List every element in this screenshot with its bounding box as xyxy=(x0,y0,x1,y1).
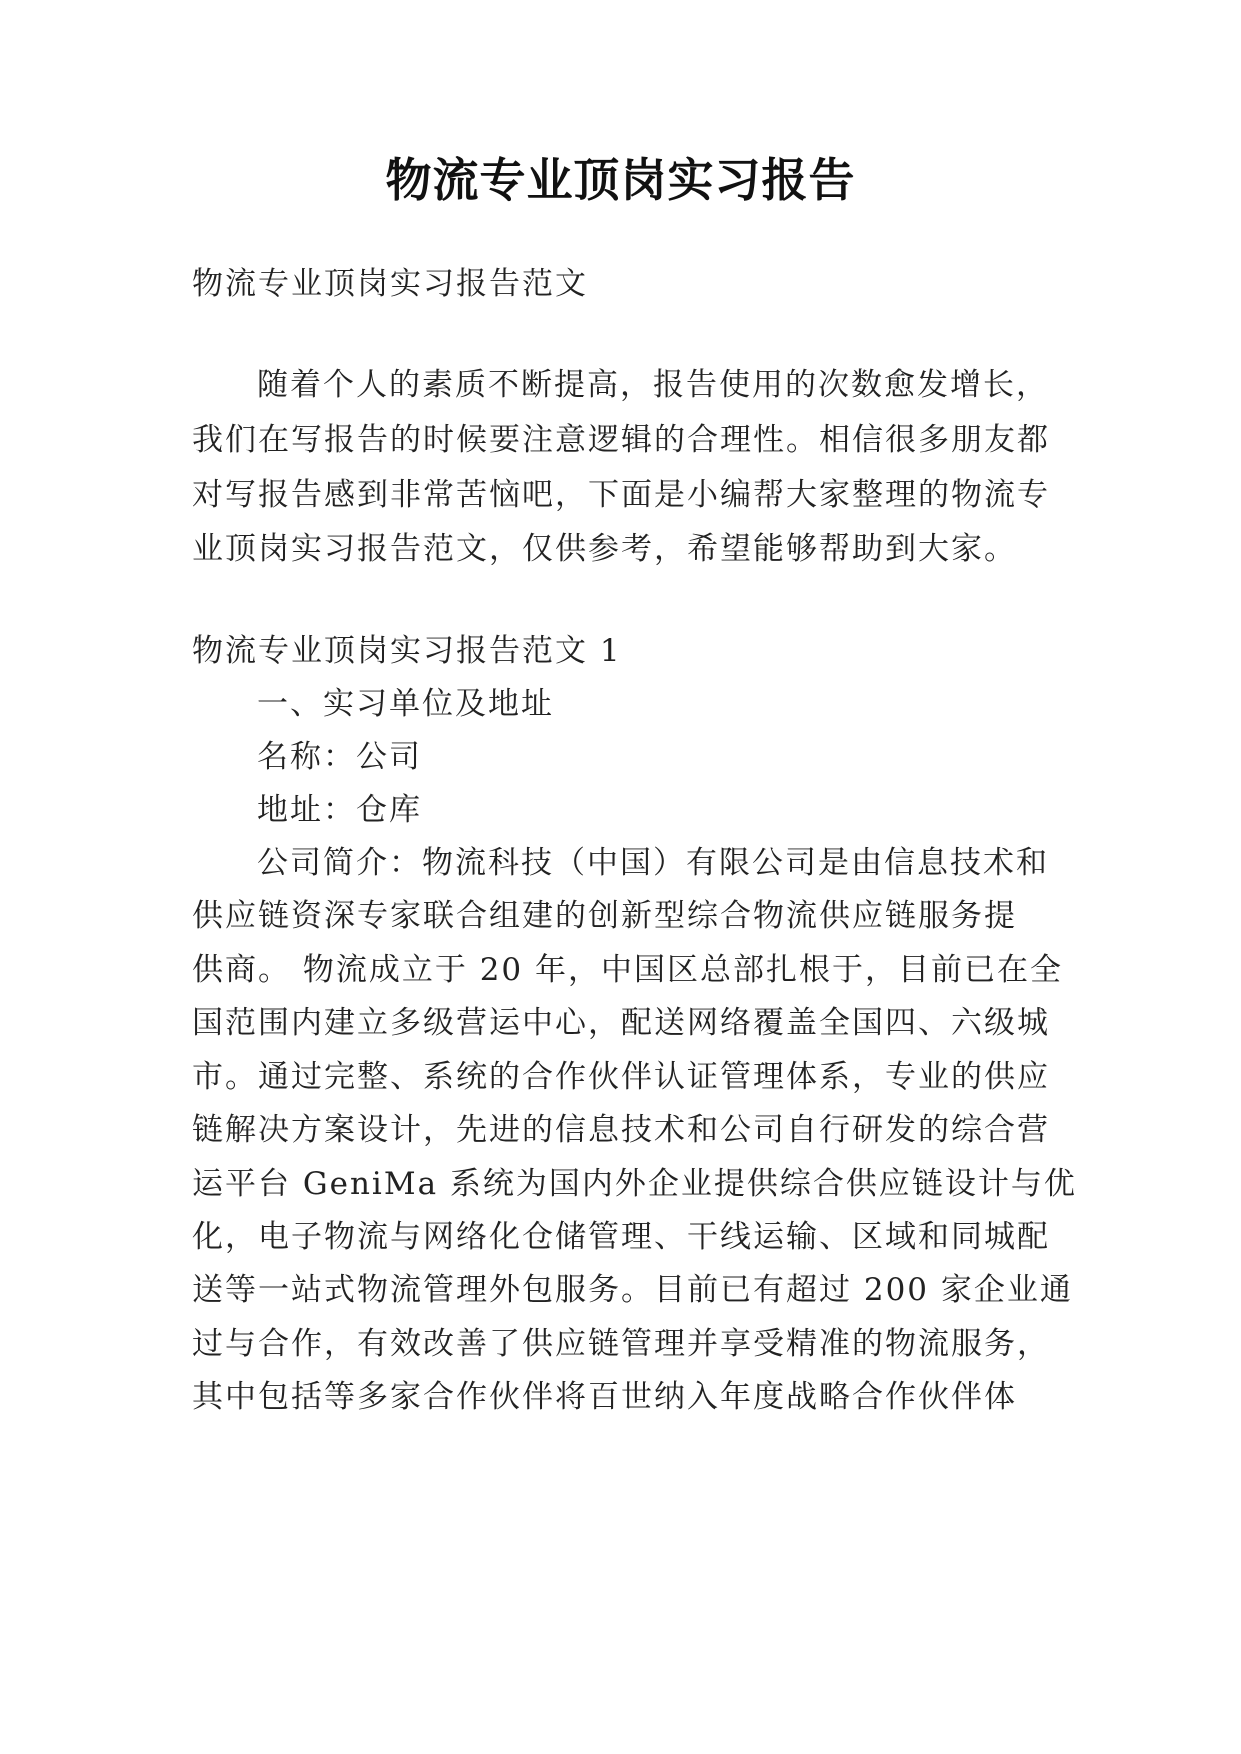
company-name-line: 名称：公司 xyxy=(257,739,422,775)
section-heading: 物流专业顶岗实习报告范文 1 xyxy=(192,633,622,669)
intro-line: 随着个人的素质不断提高，报告使用的次数愈发增长， xyxy=(257,367,1049,403)
profile-line: 化，电子物流与网络化仓储管理、干线运输、区域和同城配 xyxy=(192,1219,1050,1255)
profile-line: 国范围内建立多级营运中心，配送网络覆盖全国四、六级城 xyxy=(192,1005,1050,1041)
profile-line: 市。通过完整、系统的合作伙伴认证管理体系，专业的供应 xyxy=(192,1059,1050,1095)
document-title: 物流专业顶岗实习报告 xyxy=(385,153,856,207)
company-address-line: 地址：仓库 xyxy=(257,792,422,828)
profile-line: 送等一站式物流管理外包服务。目前已有超过 200 家企业通 xyxy=(192,1272,1073,1308)
profile-line: 其中包括等多家合作伙伴将百世纳入年度战略合作伙伴体 xyxy=(192,1379,1017,1415)
document-subtitle: 物流专业顶岗实习报告范文 xyxy=(192,266,588,302)
intro-line: 业顶岗实习报告范文，仅供参考，希望能够帮助到大家。 xyxy=(192,531,1017,567)
profile-line: 过与合作，有效改善了供应链管理并享受精准的物流服务， xyxy=(192,1326,1050,1362)
section1-heading: 一、实习单位及地址 xyxy=(257,686,554,722)
intro-line: 我们在写报告的时候要注意逻辑的合理性。相信很多朋友都 xyxy=(192,422,1050,458)
profile-line: 运平台 GeniMa 系统为国内外企业提供综合供应链设计与优 xyxy=(192,1166,1077,1202)
profile-line: 公司简介：物流科技（中国）有限公司是由信息技术和 xyxy=(257,845,1049,881)
profile-line: 供商。 物流成立于 20 年，中国区总部扎根于，目前已在全 xyxy=(192,952,1064,988)
profile-line: 链解决方案设计，先进的信息技术和公司自行研发的综合营 xyxy=(192,1112,1050,1148)
intro-line: 对写报告感到非常苦恼吧，下面是小编帮大家整理的物流专 xyxy=(192,477,1050,513)
profile-line: 供应链资深专家联合组建的创新型综合物流供应链服务提 xyxy=(192,898,1017,934)
